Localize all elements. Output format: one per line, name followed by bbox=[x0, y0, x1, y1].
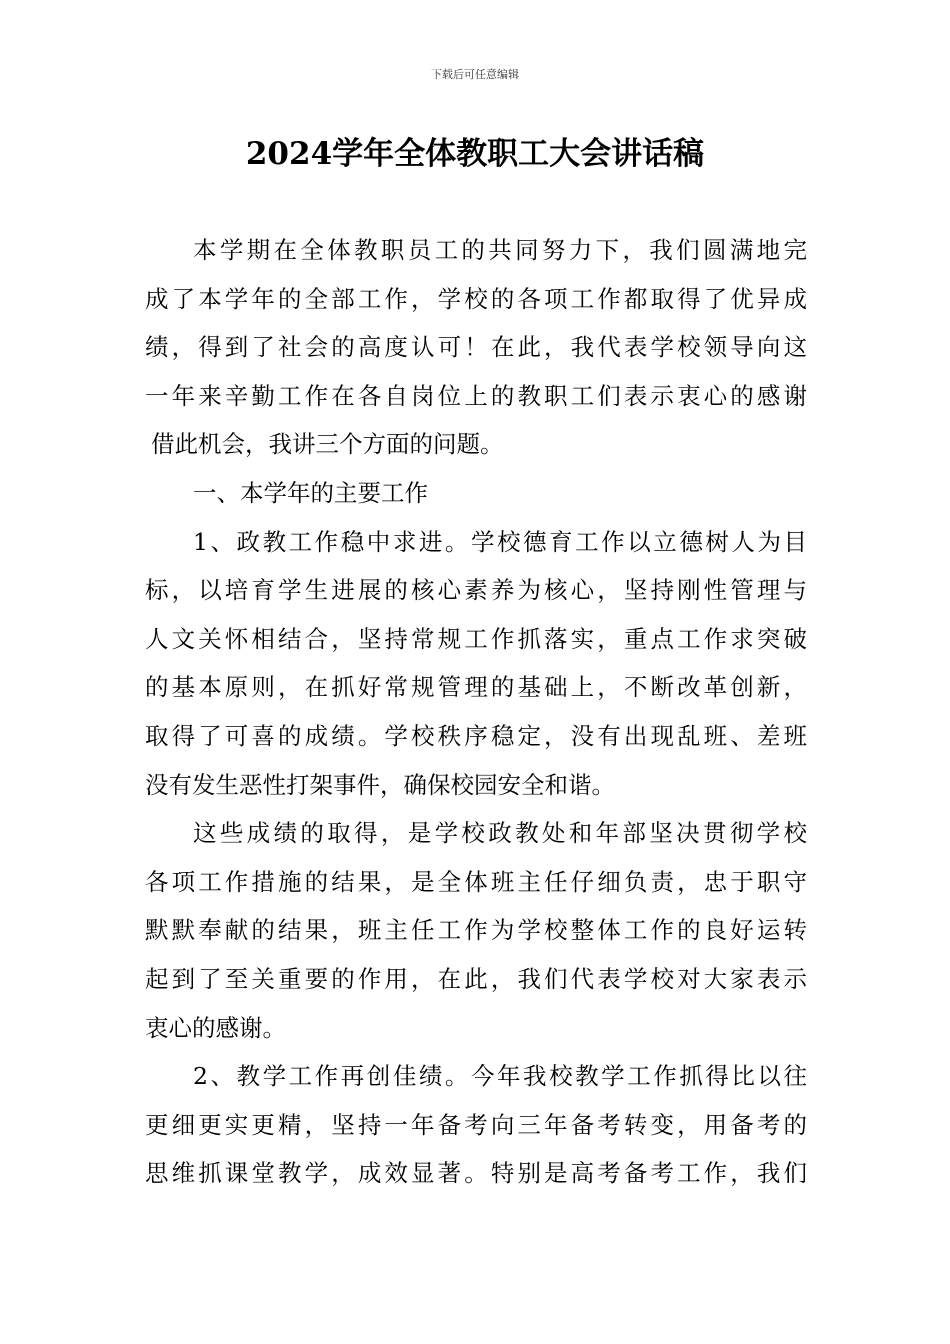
paragraph-line: 起到了至关重要的作用，在此，我们代表学校对大家表示 bbox=[145, 964, 807, 993]
paragraph-line: 绩，得到了社会的高度认可！在此，我代表学校领导向这 bbox=[145, 333, 807, 362]
document-title: 2024学年全体教职工大会讲话稿 bbox=[245, 136, 705, 172]
paragraph-line: 1、政教工作稳中求进。学校德育工作以立德树人为目 bbox=[193, 527, 807, 556]
paragraph-line: 本学期在全体教职员工的共同努力下，我们圆满地完 bbox=[193, 236, 807, 264]
paragraph-line: 更细更实更精，坚持一年备考向三年备考转变，用备考的 bbox=[145, 1110, 807, 1139]
paragraph-line: 借此机会，我讲三个方面的问题。 bbox=[151, 430, 504, 459]
document-body bbox=[145, 226, 807, 1198]
paragraph-line: 衷心的感谢。 bbox=[145, 1013, 286, 1042]
paragraph-line: 人文关怀相结合，坚持常规工作抓落实，重点工作求突破 bbox=[145, 624, 807, 653]
paragraph-line: 默默奉献的结果，班主任工作为学校整体工作的良好运转 bbox=[145, 916, 807, 945]
paragraph-line: 取得了可喜的成绩。学校秩序稳定，没有出现乱班、差班 bbox=[145, 721, 807, 750]
paragraph-line: 一年来辛勤工作在各自岗位上的教职工们表示衷心的感谢 bbox=[145, 381, 807, 410]
paragraph-line: 的基本原则，在抓好常规管理的基础上，不断改革创新， bbox=[145, 673, 807, 702]
paragraph-line: 这些成绩的取得，是学校政教处和年部坚决贯彻学校 bbox=[193, 819, 807, 848]
paragraph-line: 没有发生恶性打架事件，确保校园安全和谐。 bbox=[145, 770, 615, 799]
header-note: 下载后可任意编辑 bbox=[431, 68, 519, 81]
section-heading: 一、本学年的主要工作 bbox=[193, 478, 428, 507]
paragraph-line: 各项工作措施的结果，是全体班主任仔细负责，忠于职守 bbox=[145, 867, 807, 896]
paragraph-line: 标，以培育学生进展的核心素养为核心，坚持刚性管理与 bbox=[145, 576, 807, 605]
paragraph-line: 2、教学工作再创佳绩。今年我校教学工作抓得比以往 bbox=[193, 1062, 807, 1091]
paragraph-line: 成了本学年的全部工作，学校的各项工作都取得了优异成 bbox=[145, 284, 807, 313]
paragraph-line: 思维抓课堂教学，成效显著。特别是高考备考工作，我们 bbox=[145, 1159, 807, 1188]
